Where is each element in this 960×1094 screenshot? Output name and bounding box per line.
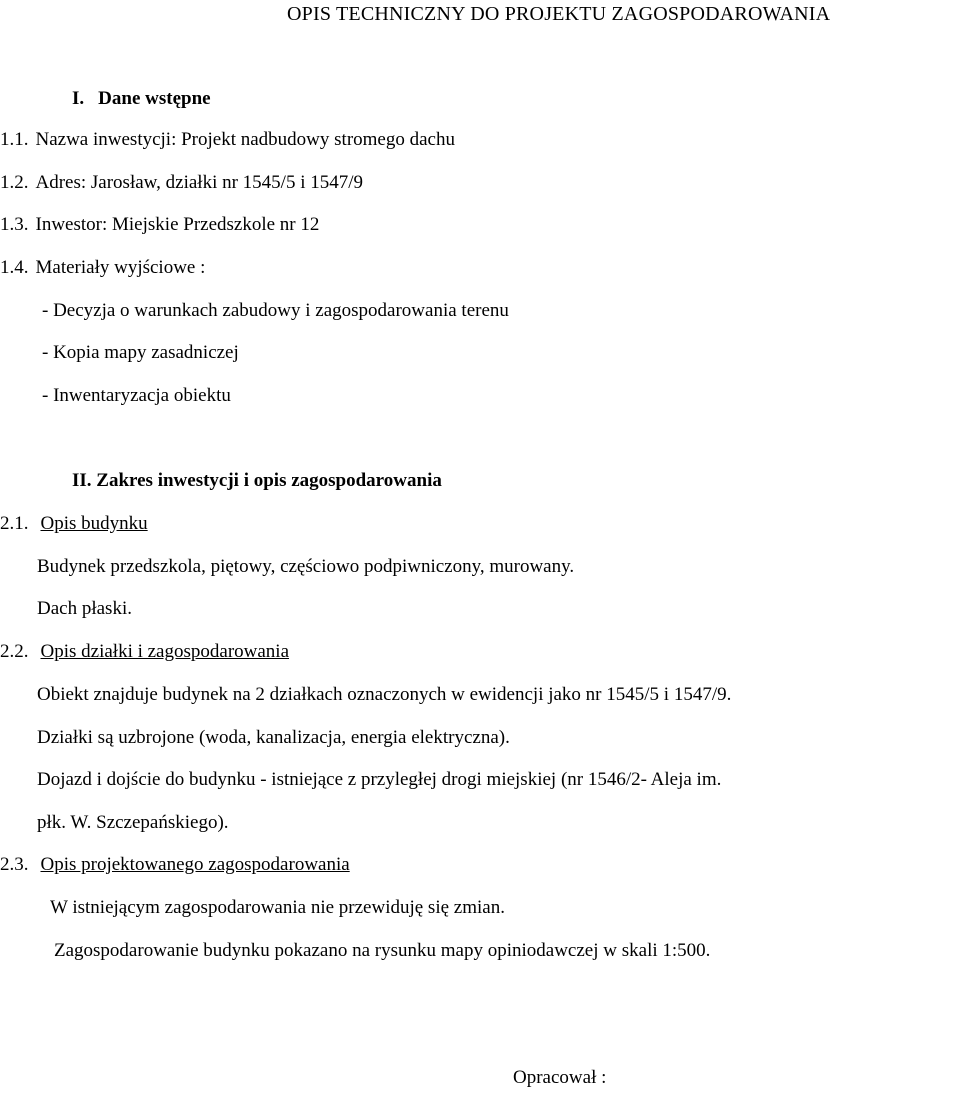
subsection-number: 2.1. [0, 513, 29, 534]
paragraph-line: Budynek przedszkola, piętowy, częściowo podpiwniczony, murowany. [37, 556, 575, 577]
subsection-title: Opis projektowanego zagospodarowania [40, 854, 350, 875]
paragraph-line: W istniejącym zagospodarowania nie przewiduję się zmian. [50, 897, 505, 918]
section-2-heading: II. Zakres inwestycji i opis zagospodarowania [72, 470, 442, 491]
item-text: Materiały wyjściowe : [35, 257, 206, 278]
item-text: Adres: Jarosław, działki nr 1545/5 i 1547/9 [35, 172, 364, 193]
paragraph-line: Dach płaski. [37, 598, 132, 619]
signature-label: Opracował : [513, 1067, 607, 1088]
item-text: Inwestor: Miejskie Przedszkole nr 12 [35, 214, 320, 235]
paragraph-line: Dojazd i dojście do budynku - istniejące z przyległej drogi miejskiej (nr 1546/2- Aleja im. [37, 769, 722, 790]
item-number: 1.3. [0, 214, 29, 235]
paragraph-line: Obiekt znajduje budynek na 2 działkach oznaczonych w ewidencji jako nr 1545/5 i 1547/9. [37, 684, 732, 705]
paragraph-line: płk. W. Szczepańskiego). [37, 812, 229, 833]
subsection-2-2-heading [0, 640, 289, 664]
item-number: 1.4. [0, 257, 29, 278]
item-1-2 [0, 171, 363, 195]
section-1-title: Dane wstępne [98, 88, 211, 109]
material-item: - Decyzja o warunkach zabudowy i zagospodarowania terenu [42, 300, 509, 321]
subsection-title: Opis budynku [40, 513, 148, 534]
section-1-number: I. [72, 88, 85, 109]
item-1-1 [0, 128, 455, 152]
item-number: 1.1. [0, 129, 29, 150]
material-item: - Inwentaryzacja obiektu [42, 385, 231, 406]
section-1-heading [72, 87, 211, 111]
material-item: - Kopia mapy zasadniczej [42, 342, 239, 363]
item-1-3 [0, 213, 319, 237]
document-title: OPIS TECHNICZNY DO PROJEKTU ZAGOSPODAROWANIA [287, 3, 831, 25]
item-1-4 [0, 256, 205, 280]
paragraph-line: Działki są uzbrojone (woda, kanalizacja, energia elektryczna). [37, 727, 510, 748]
subsection-number: 2.2. [0, 641, 29, 662]
item-number: 1.2. [0, 172, 29, 193]
subsection-2-1-heading [0, 512, 148, 536]
paragraph-line: Zagospodarowanie budynku pokazano na rysunku mapy opiniodawczej w skali 1:500. [54, 940, 711, 961]
item-text: Nazwa inwestycji: Projekt nadbudowy stromego dachu [35, 129, 455, 150]
subsection-number: 2.3. [0, 854, 29, 875]
subsection-title: Opis działki i zagospodarowania [40, 641, 290, 662]
subsection-2-3-heading [0, 853, 350, 877]
